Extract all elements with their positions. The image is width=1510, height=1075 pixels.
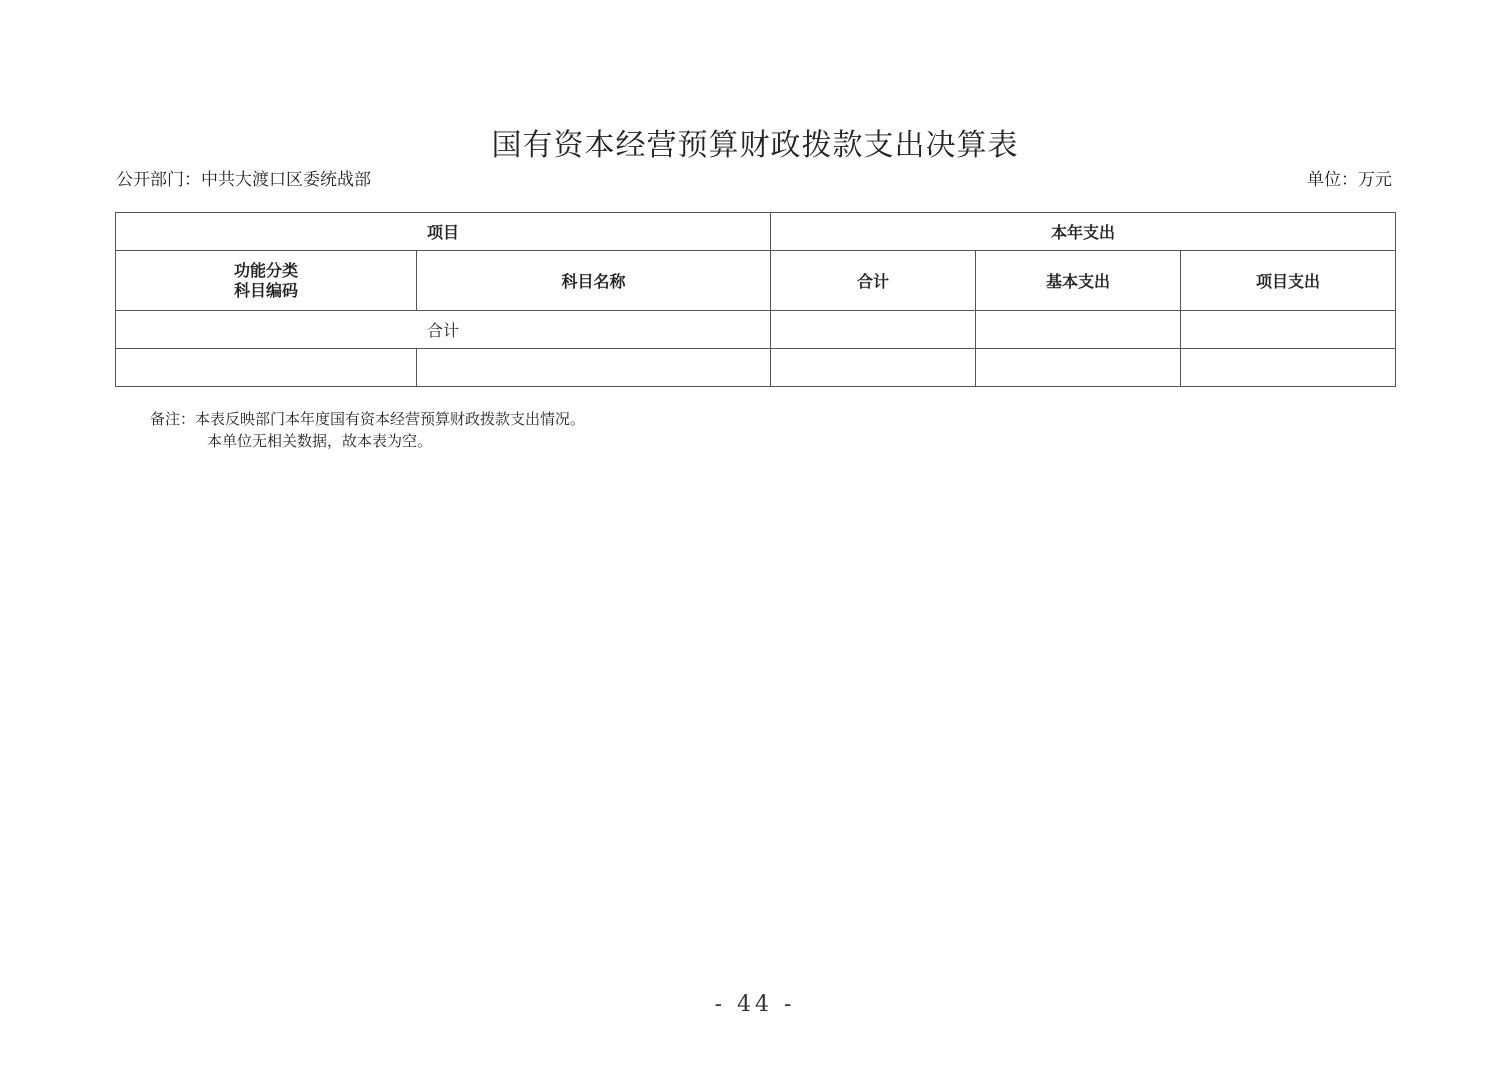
total-row-total bbox=[771, 311, 976, 349]
header-name: 科目名称 bbox=[417, 251, 771, 311]
department-label: 公开部门：中共大渡口区委统战部 bbox=[116, 170, 371, 190]
total-row-basic bbox=[976, 311, 1181, 349]
note-line-1: 备注：本表反映部门本年度国有资本经营预算财政拨款支出情况。 bbox=[150, 410, 586, 428]
page-number: - 44 - bbox=[714, 992, 796, 1017]
row-code bbox=[116, 349, 417, 387]
header-current-year: 本年支出 bbox=[771, 213, 1396, 251]
row-name bbox=[417, 349, 771, 387]
header-code-line1: 功能分类 bbox=[233, 260, 298, 280]
header-project-expense: 项目支出 bbox=[1181, 251, 1396, 311]
header-code bbox=[116, 251, 417, 311]
document-title: 国有资本经营预算财政拨款支出决算表 bbox=[491, 128, 1019, 163]
header-code-line2: 科目编码 bbox=[233, 280, 298, 300]
header-project: 项目 bbox=[116, 213, 771, 251]
note-line-2: 本单位无相关数据，故本表为空。 bbox=[207, 432, 433, 450]
total-row-label: 合计 bbox=[116, 311, 771, 349]
budget-table bbox=[115, 212, 1396, 387]
row-total bbox=[771, 349, 976, 387]
notes bbox=[150, 408, 585, 452]
row-project bbox=[1181, 349, 1396, 387]
total-row-project bbox=[1181, 311, 1396, 349]
total-row bbox=[116, 311, 1396, 349]
table-row bbox=[116, 349, 1396, 387]
unit-label: 单位：万元 bbox=[1307, 170, 1392, 190]
header-total: 合计 bbox=[771, 251, 976, 311]
table-header-row-1 bbox=[116, 213, 1396, 251]
header-basic: 基本支出 bbox=[976, 251, 1181, 311]
table-header-row-2 bbox=[116, 251, 1396, 311]
row-basic bbox=[976, 349, 1181, 387]
